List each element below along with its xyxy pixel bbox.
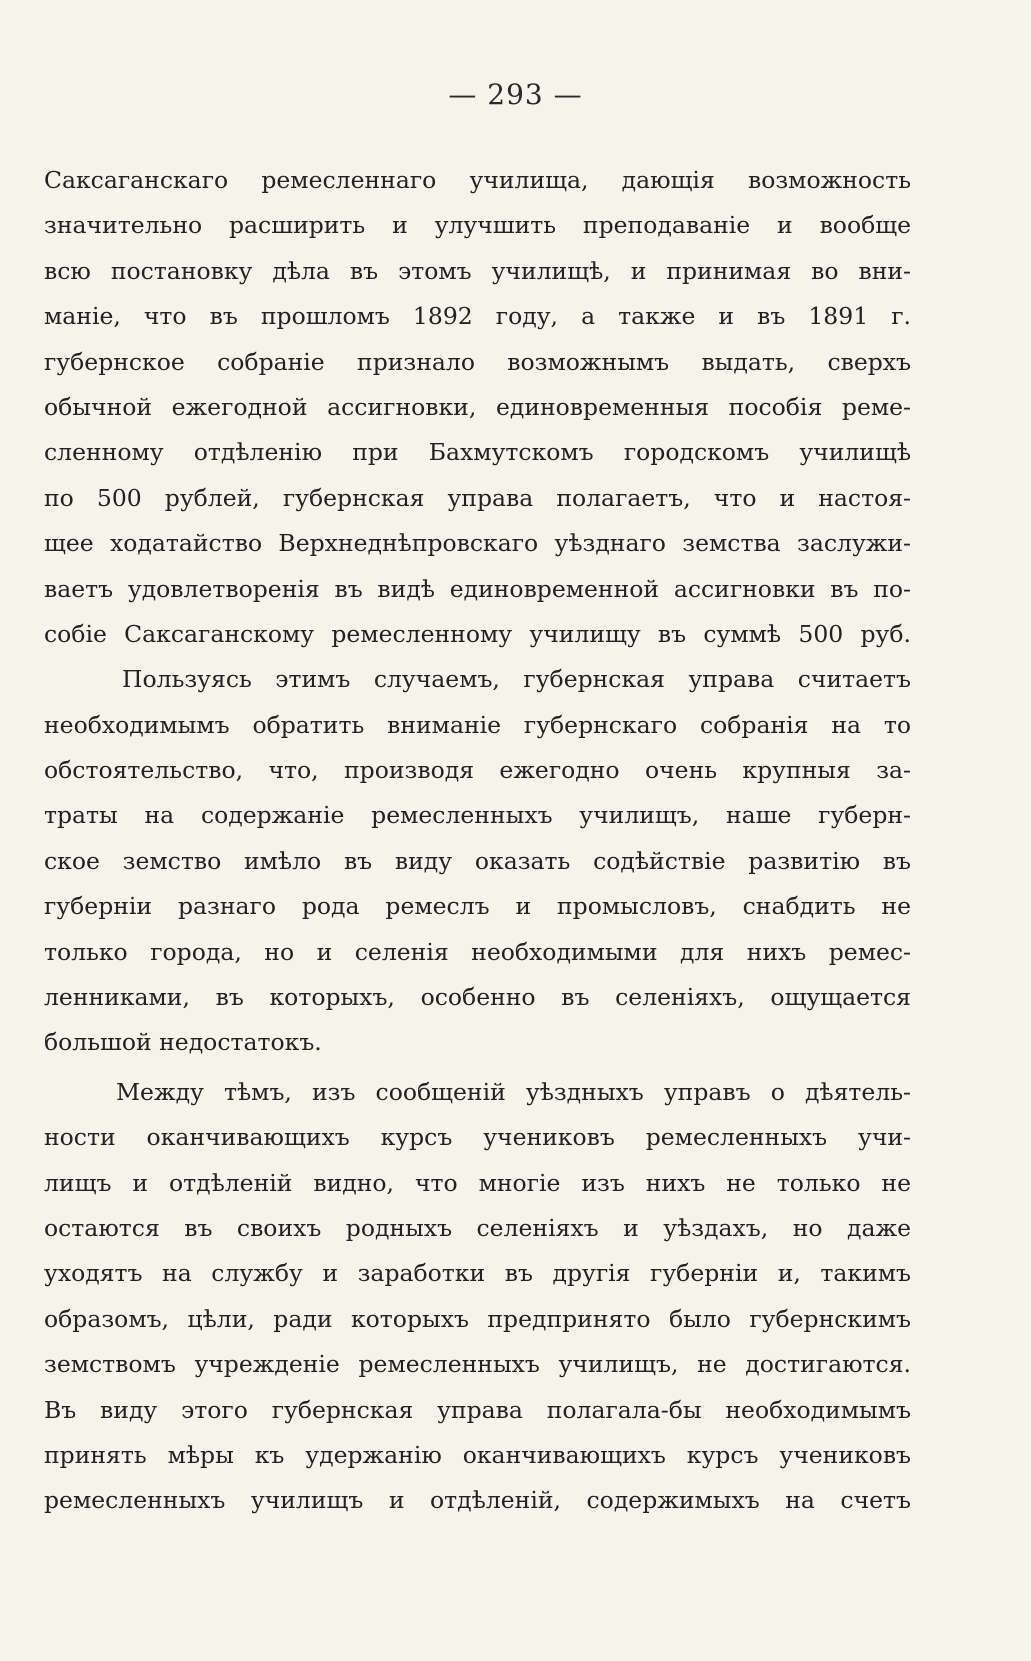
- text-line: губернское собраніе признало возможнымъ выдать, сверхъ: [44, 347, 911, 376]
- text-line: Между тѣмъ, изъ сообщеній уѣздныхъ управъ о дѣятель-: [116, 1077, 911, 1106]
- paragraph-3: [44, 1070, 911, 1524]
- text-line: Пользуясь этимъ случаемъ, губернская управа считаетъ: [122, 665, 911, 694]
- text-line: ское земство имѣло въ виду оказать содѣйствіе развитію въ: [44, 846, 911, 875]
- paragraph-2: [44, 657, 911, 1066]
- text-line: собіе Саксаганскому ремесленному училищу въ суммѣ 500 руб.: [44, 619, 911, 648]
- text-line: всю постановку дѣла въ этомъ училищѣ, и принимая во вни-: [44, 256, 911, 285]
- text-line: ленниками, въ которыхъ, особенно въ селеніяхъ, ощущается: [44, 983, 911, 1012]
- text-line: принять мѣры къ удержанію оканчивающихъ курсъ учениковъ: [44, 1440, 911, 1469]
- text-line: обычной ежегодной ассигновки, единовременныя пособія реме-: [44, 392, 911, 421]
- text-line: Саксаганскаго ремесленнаго училища, дающія возможность: [44, 166, 911, 194]
- text-line: маніе, что въ прошломъ 1892 году, а также и въ 1891 г.: [44, 302, 911, 331]
- text-line: земствомъ учрежденіе ремесленныхъ училищъ, не достигаются.: [44, 1350, 911, 1379]
- text-line: уходятъ на службу и заработки въ другія губерніи и, такимъ: [44, 1259, 911, 1288]
- text-line: большой недостатокъ.: [44, 1028, 322, 1057]
- text-line: необходимымъ обратить вниманіе губернскаго собранія на то: [44, 710, 911, 739]
- text-line: по 500 рублей, губернская управа полагаетъ, что и настоя-: [44, 483, 911, 512]
- text-line: остаются въ своихъ родныхъ селеніяхъ и уѣздахъ, но даже: [44, 1213, 911, 1242]
- page-number: — 293 —: [448, 78, 583, 111]
- body-text: [44, 158, 911, 1524]
- paragraph-1: [44, 158, 911, 657]
- text-line: значительно расширить и улучшить преподаваніе и вообще: [44, 211, 911, 240]
- text-line: обстоятельство, что, производя ежегодно очень крупныя за-: [44, 756, 911, 785]
- text-line: лищъ и отдѣленій видно, что многіе изъ нихъ не только не: [44, 1168, 911, 1197]
- text-line: ваетъ удовлетворенія въ видѣ единовременной ассигновки въ по-: [44, 574, 911, 603]
- text-line: только города, но и селенія необходимыми для нихъ ремес-: [44, 937, 911, 966]
- text-line: ремесленныхъ училищъ и отдѣленій, содержимыхъ на счетъ: [44, 1486, 911, 1515]
- text-line: образомъ, цѣли, ради которыхъ предпринято было губернскимъ: [44, 1304, 911, 1333]
- text-line: траты на содержаніе ремесленныхъ училищъ, наше губерн-: [44, 801, 911, 830]
- text-line: щее ходатайство Верхнеднѣпровскаго уѣзднаго земства заслужи-: [44, 529, 911, 558]
- text-line: сленному отдѣленію при Бахмутскомъ городскомъ училищѣ: [44, 438, 911, 467]
- text-line: Въ виду этого губернская управа полагала-бы необходимымъ: [44, 1395, 911, 1424]
- text-line: ности оканчивающихъ курсъ учениковъ ремесленныхъ учи-: [44, 1123, 911, 1152]
- text-line: губерніи разнаго рода ремеслъ и промысловъ, снабдить не: [44, 892, 911, 921]
